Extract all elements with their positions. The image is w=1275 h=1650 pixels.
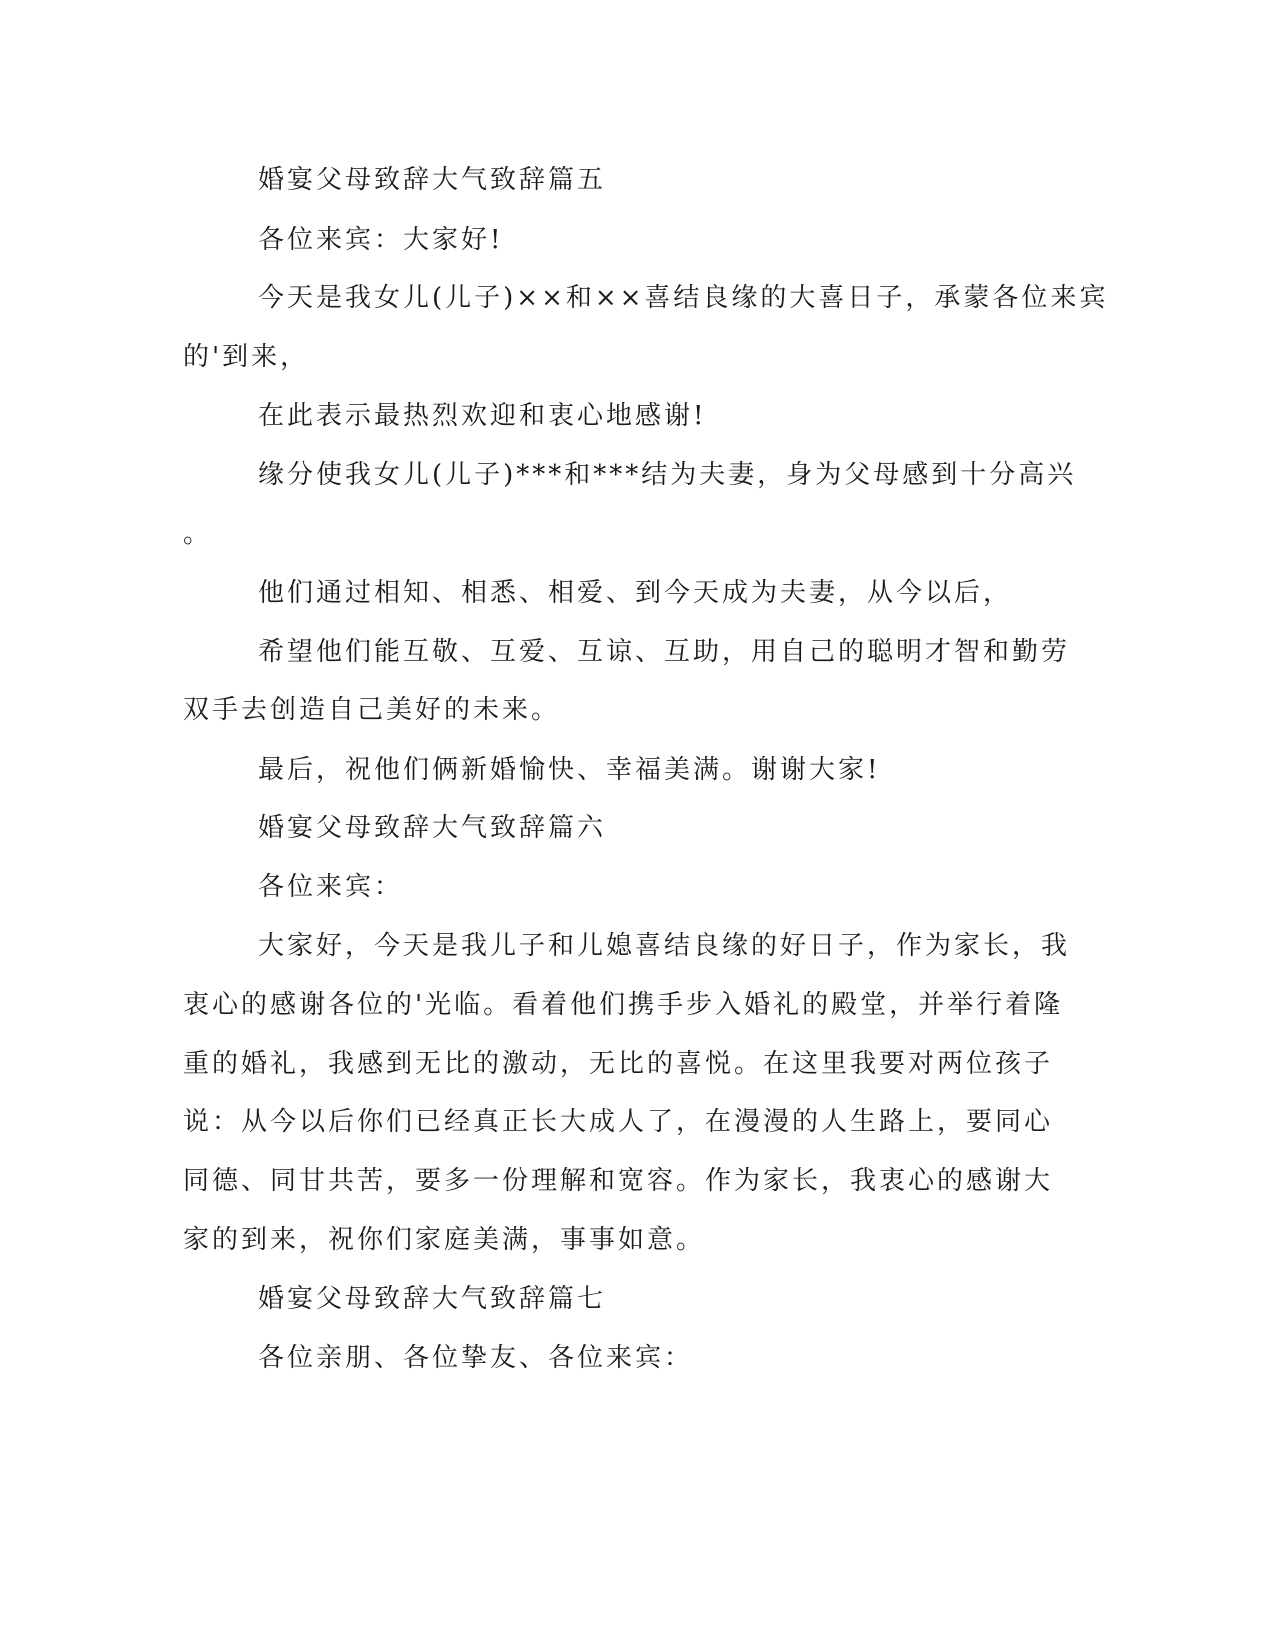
paragraph-line: 的'到来， bbox=[183, 342, 310, 372]
paragraph-line: 缘分使我女儿(儿子)***和***结为夫妻，身为父母感到十分高兴 bbox=[258, 460, 1077, 490]
paragraph-line: 家的到来，祝你们家庭美满，事事如意。 bbox=[183, 1225, 706, 1255]
paragraph-line: 今天是我女儿(儿子)××和××喜结良缘的大喜日子，承蒙各位来宾 bbox=[258, 283, 1109, 313]
paragraph-line: 他们通过相知、相悉、相爱、到今天成为夫妻，从今以后， bbox=[258, 578, 1013, 608]
section-heading-six: 婚宴父母致辞大气致辞篇六 bbox=[258, 813, 607, 843]
paragraph-line: 大家好，今天是我儿子和儿媳喜结良缘的好日子，作为家长，我 bbox=[258, 931, 1071, 961]
salutation-line: 各位来宾： bbox=[258, 872, 404, 902]
paragraph-line: 。 bbox=[183, 519, 213, 549]
paragraph-line: 重的婚礼，我感到无比的激动，无比的喜悦。在这里我要对两位孩子 bbox=[183, 1049, 1054, 1079]
paragraph-line: 衷心的感谢各位的'光临。看着他们携手步入婚礼的殿堂，并举行着隆 bbox=[183, 990, 1064, 1020]
salutation-line: 各位亲朋、各位挚友、各位来宾： bbox=[258, 1343, 694, 1373]
paragraph-line: 说：从今以后你们已经真正长大成人了，在漫漫的人生路上，要同心 bbox=[183, 1107, 1054, 1137]
section-heading-seven: 婚宴父母致辞大气致辞篇七 bbox=[258, 1284, 607, 1314]
paragraph-line: 同德、同甘共苦，要多一份理解和宽容。作为家长，我衷心的感谢大 bbox=[183, 1166, 1054, 1196]
paragraph-line: 在此表示最热烈欢迎和衷心地感谢! bbox=[258, 401, 707, 431]
paragraph-line: 双手去创造自己美好的未来。 bbox=[183, 695, 561, 725]
section-heading-five: 婚宴父母致辞大气致辞篇五 bbox=[258, 165, 607, 195]
paragraph-line: 最后，祝他们俩新婚愉快、幸福美满。谢谢大家! bbox=[258, 755, 881, 785]
paragraph-line: 希望他们能互敬、互爱、互谅、互助，用自己的聪明才智和勤劳 bbox=[258, 637, 1071, 667]
salutation-line: 各位来宾：大家好! bbox=[258, 225, 504, 255]
